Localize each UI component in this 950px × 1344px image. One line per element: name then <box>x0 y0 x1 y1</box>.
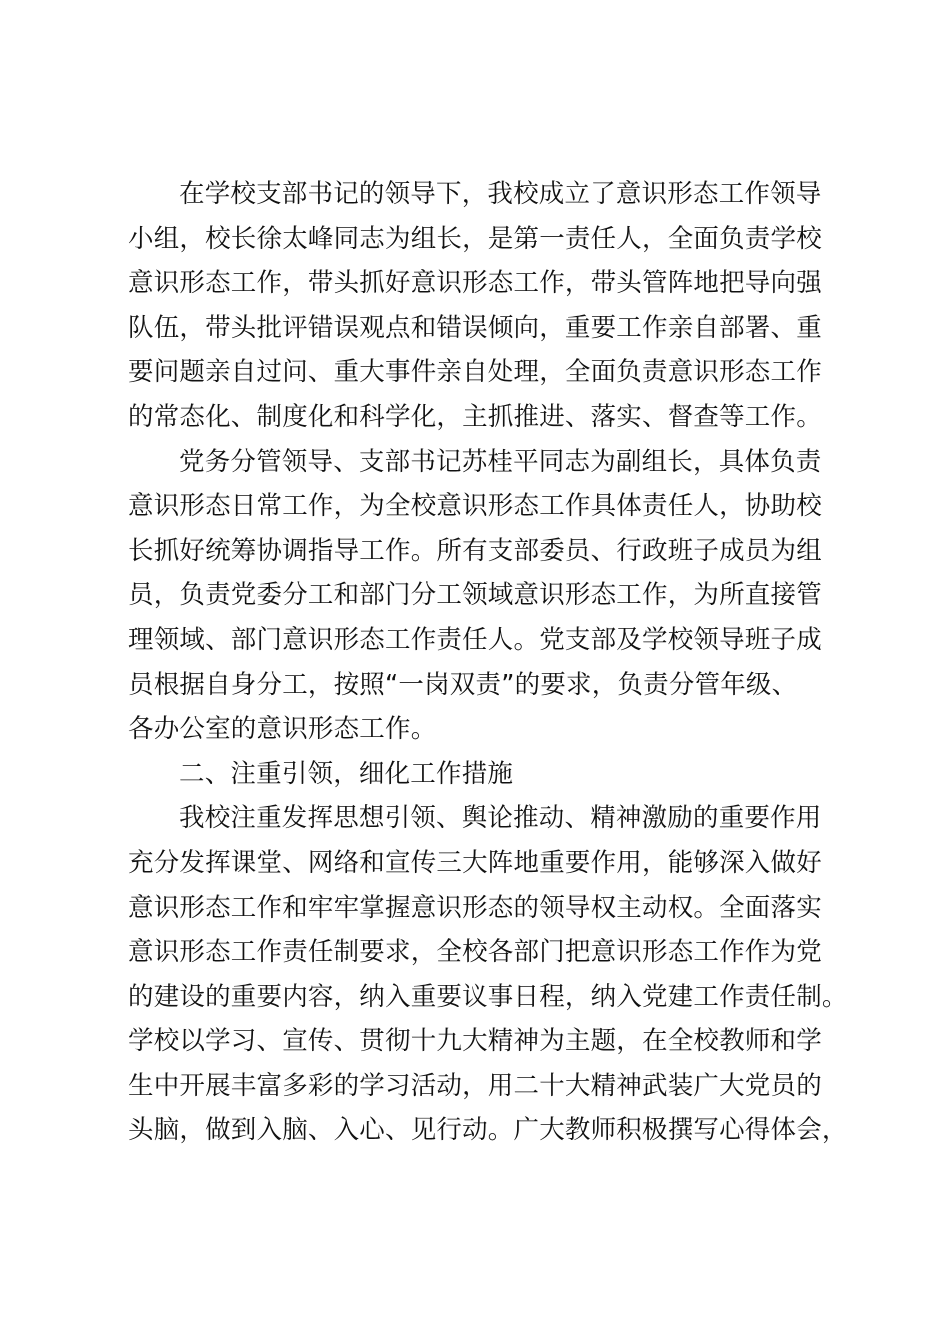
text-line: 小组，校长徐太峰同志为组长，是第一责任人，全面负责学校 <box>128 223 822 254</box>
text-line: 生中开展丰富多彩的学习活动，用二十大精神武装广大党员的 <box>128 1070 822 1101</box>
document-body <box>128 172 848 1153</box>
text-line: 我校注重发挥思想引领、舆论推动、精神激励的重要作用 <box>179 803 822 834</box>
text-line: 意识形态日常工作，为全校意识形态工作具体责任人，协助校 <box>128 491 822 522</box>
text-line: 员，负责党委分工和部门分工领域意识形态工作，为所直接管 <box>128 580 822 611</box>
text-line: 意识形态工作，带头抓好意识形态工作，带头管阵地把导向强 <box>128 268 822 299</box>
text-line: 二、注重引领，细化工作措施 <box>179 758 514 789</box>
text-line: 头脑，做到入脑、入心、见行动。广大教师积极撰写心得体会， <box>128 1115 848 1146</box>
text-line: 各办公室的意识形态工作。 <box>128 714 437 745</box>
text-line: 意识形态工作和牢牢掌握意识形态的领导权主动权。全面落实 <box>128 892 822 923</box>
text-line: 充分发挥课堂、网络和宣传三大阵地重要作用，能够深入做好 <box>128 847 822 878</box>
text-line: 的常态化、制度化和科学化，主抓推进、落实、督查等工作。 <box>128 401 822 432</box>
text-line: 意识形态工作责任制要求，全校各部门把意识形态工作作为党 <box>128 937 822 968</box>
text-line: 要问题亲自过问、重大事件亲自处理，全面负责意识形态工作 <box>128 357 822 388</box>
text-line: 队伍，带头批评错误观点和错误倾向，重要工作亲自部署、重 <box>128 312 822 343</box>
text-line: 学校以学习、宣传、贯彻十九大精神为主题，在全校教师和学 <box>128 1026 822 1057</box>
text-line: 党务分管领导、支部书记苏桂平同志为副组长，具体负责 <box>179 446 822 477</box>
text-line: 长抓好统筹协调指导工作。所有支部委员、行政班子成员为组 <box>128 535 822 566</box>
text-line: 的建设的重要内容，纳入重要议事日程，纳入党建工作责任制。 <box>128 981 848 1012</box>
text-line: 在学校支部书记的领导下，我校成立了意识形态工作领导 <box>179 179 822 209</box>
text-line: 理领域、部门意识形态工作责任人。党支部及学校领导班子成 <box>128 624 822 655</box>
text-line: 员根据自身分工，按照“一岗双责”的要求，负责分管年级、 <box>128 669 798 700</box>
